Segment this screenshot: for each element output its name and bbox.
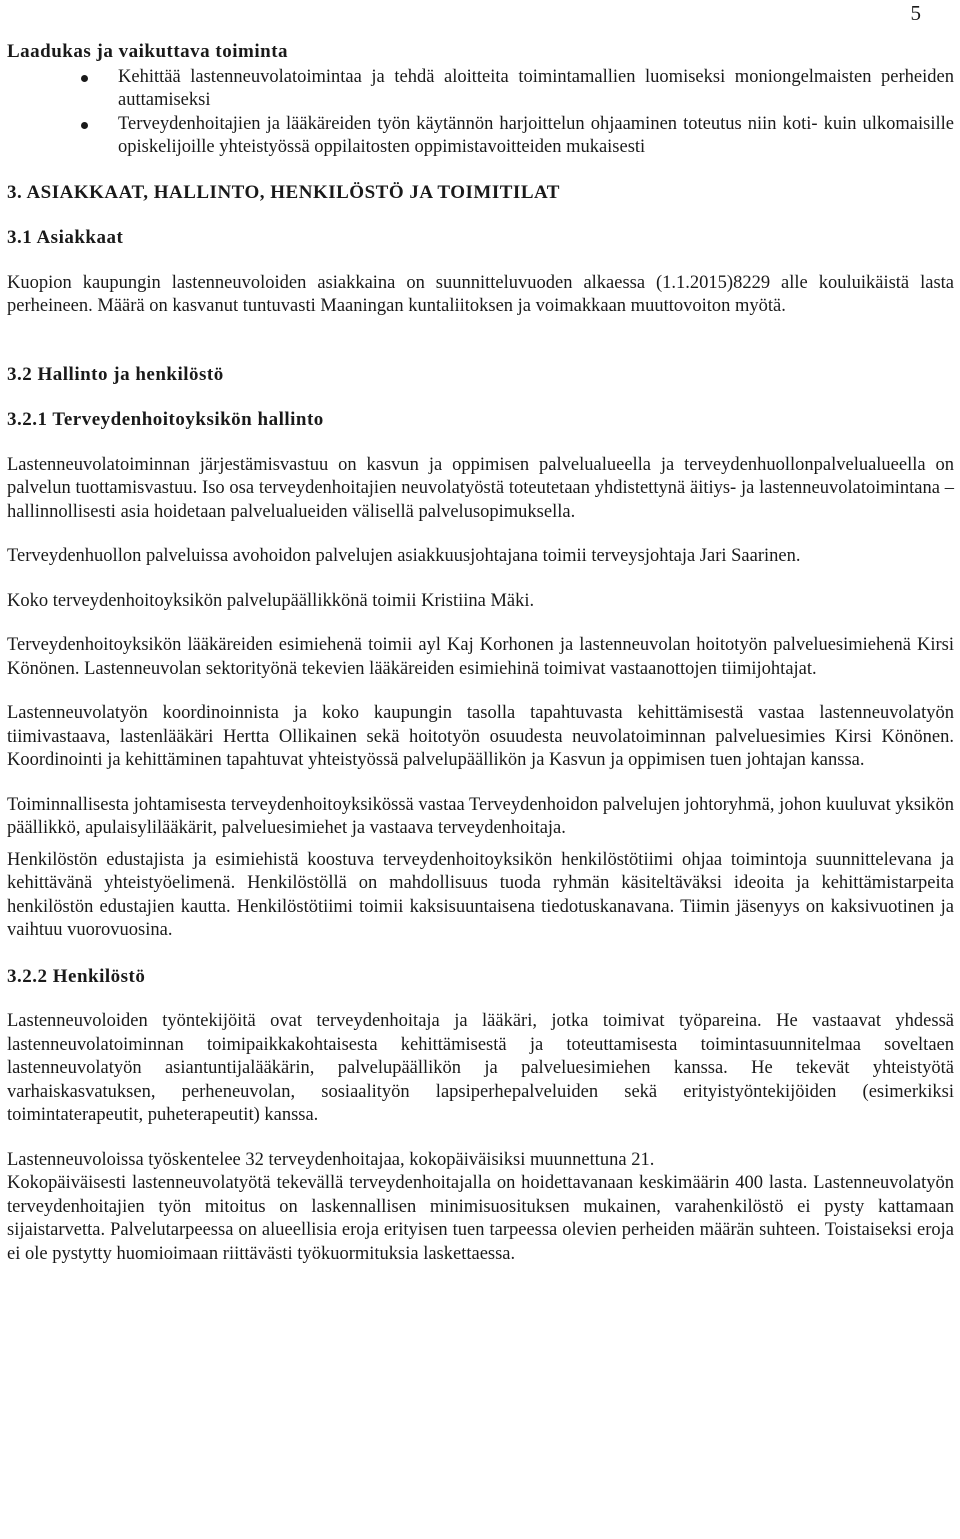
page-number: 5 (910, 1, 921, 25)
hallinto-paragraph-3: Koko terveydenhoitoyksikön palvelupäällikkönä toimii Kristiina Mäki. (7, 590, 535, 611)
henkilosto-paragraph-2-line-1: Lastenneuvoloissa työskentelee 32 terveydenhoitajaa, kokopäiväisiksi muunnettuna 21. (7, 1149, 655, 1170)
quality-bullet-list (7, 66, 954, 160)
list-item (7, 113, 954, 160)
page-content (7, 40, 954, 1266)
section-3-1-title: 3.1 Asiakkaat (7, 227, 124, 248)
section-3-2-2-title: 3.2.2 Henkilöstö (7, 965, 146, 987)
section-3-2-title: 3.2 Hallinto ja henkilöstö (7, 363, 224, 385)
henkilosto-paragraph-2: Kokopäiväisesti lastenneuvolatyötä tekevällä terveydenhoitajalla on hoidettavanaan keskimäärin 400 lasta. Lastenneuvolatyön terveydenhoitajien työn mitoitus on laskennallisen minimisuosituksen mukainen, varahenkilöstö ei pysty kattamaan sijaistarvetta. Palvelutarpeessa on alueellisia eroja erityisen tuen tarpeessa olevien perheiden määrän suhteen. Toistaiseksi eroja ei ole pystytty huomioimaan riittävästi työkuormituksia laskettaessa. (7, 1173, 954, 1264)
quality-heading: Laadukas ja vaikuttava toiminta (7, 41, 289, 62)
hallinto-paragraph-6: Toiminnallisesta johtamisesta terveydenhoitoyksikössä vastaa Terveydenhoidon palvelujen johtoryhmä, johon kuuluvat yksikön päällikkö, apulaisylilääkärit, palveluesimiehet ja vastaava terveydenhoitaja. (7, 794, 954, 838)
bullet-text: Terveydenhoitajien ja lääkäreiden työn käytännön harjoittelun ohjaaminen toteutus niin koti- kuin ulkomaisille opiskelijoille yhteistyössä oppilaitosten oppimistavoitteiden mukaisesti (118, 113, 954, 157)
hallinto-paragraph-7: Henkilöstön edustajista ja esimiehistä koostuva terveydenhoitoyksikön henkilöstötiimi ohjaa toimintoja suunnittelevana ja kehittävänä yhteistyöelimenä. Henkilöstöllä on mahdollisuus tuoda ryhmän käsiteltäväksi ideoita ja kehittämistarpeita henkilöstön edustajien kautta. Henkilöstötiimi toimii kaksisuuntaisena tiedotuskanavana. Tiimin jäsenyys on kaksivuotinen ja vaihtuu vuorovuosina. (7, 849, 954, 940)
bullet-text: Kehittää lastenneuvolatoimintaa ja tehdä aloitteita toimintamallien luomiseksi moniongelmaisten perheiden auttamiseksi (118, 66, 954, 110)
hallinto-paragraph-2: Terveydenhuollon palveluissa avohoidon palvelujen asiakkuusjohtajana toimii terveysjohtaja Jari Saarinen. (7, 546, 801, 566)
list-item (7, 66, 954, 113)
section-3-1-paragraph: Kuopion kaupungin lastenneuvoloiden asiakkaina on suunnitteluvuoden alkaessa (1.1.2015)8229 alle kouluikäistä lasta perheineen. Määrä on kasvanut tuntuvasti Maaningan kuntaliitoksen ja voimakkaan muuttovoiton myötä. (7, 272, 954, 316)
section-3-2-1-title: 3.2.1 Terveydenhoitoyksikön hallinto (7, 409, 324, 430)
chapter-3-title: 3. ASIAKKAAT, HALLINTO, HENKILÖSTÖ JA TOIMITILAT (7, 181, 560, 203)
hallinto-paragraph-5: Lastenneuvolatyön koordinoinnista ja koko kaupungin tasolla tapahtuvasta kehittämisestä vastaa lastenneuvolatyön tiimivastaava, lastenlääkäri Hertta Ollikainen sekä hoitotyön osuudesta neuvolatoiminnan palveluesimies Kirsi Könönen. Koordinointi ja kehittäminen tapahtuvat yhteistyössä palvelupäällikön ja Kasvun ja oppimisen tuen johtajan kanssa. (7, 703, 954, 770)
hallinto-paragraph-4: Terveydenhoitoyksikön lääkäreiden esimiehenä toimii ayl Kaj Korhonen ja lastenneuvolan hoitotyön palveluesimiehenä Kirsi Könönen. Lastenneuvolan sektorityönä tekevien lääkäreiden esimiehinä toimivat vastaanottojen tiimijohtajat. (7, 635, 954, 679)
bullet-icon (81, 122, 88, 129)
bullet-icon (81, 75, 88, 82)
hallinto-paragraph-1: Lastenneuvolatoiminnan järjestämisvastuu on kasvun ja oppimisen palvelualueella ja terveydenhuollonpalvelualueella on palvelun tuottamisvastuu. Iso osa terveydenhoitajien neuvolatyöstä toteutetaan yhdistettynä äitiys- ja lastenneuvolatoimintana – hallinnollisesti asia hoidetaan palvelualueiden välisellä palvelusopimuksella. (7, 454, 954, 522)
henkilosto-paragraph-1: Lastenneuvoloiden työntekijöitä ovat terveydenhoitaja ja lääkäri, jotka toimivat työpareina. He vastaavat yhdessä lastenneuvolatoiminnan toimipaikkakohtaisesta kehittämisestä ja toteuttamisesta toimintasuunnitelmaa soveltaen lastenneuvolatyön asiantuntijalääkärin, palvelupäällikön ja palveluesimiehen kanssa. He tekevät yhteistyötä varhaiskasvatuksen, perheneuvolan, sosiaalityön lapsiperhepalveluiden sekä erityistyöntekijöiden (esimerkiksi toimintaterapeutit, puheterapeutit) kanssa. (7, 1011, 954, 1125)
